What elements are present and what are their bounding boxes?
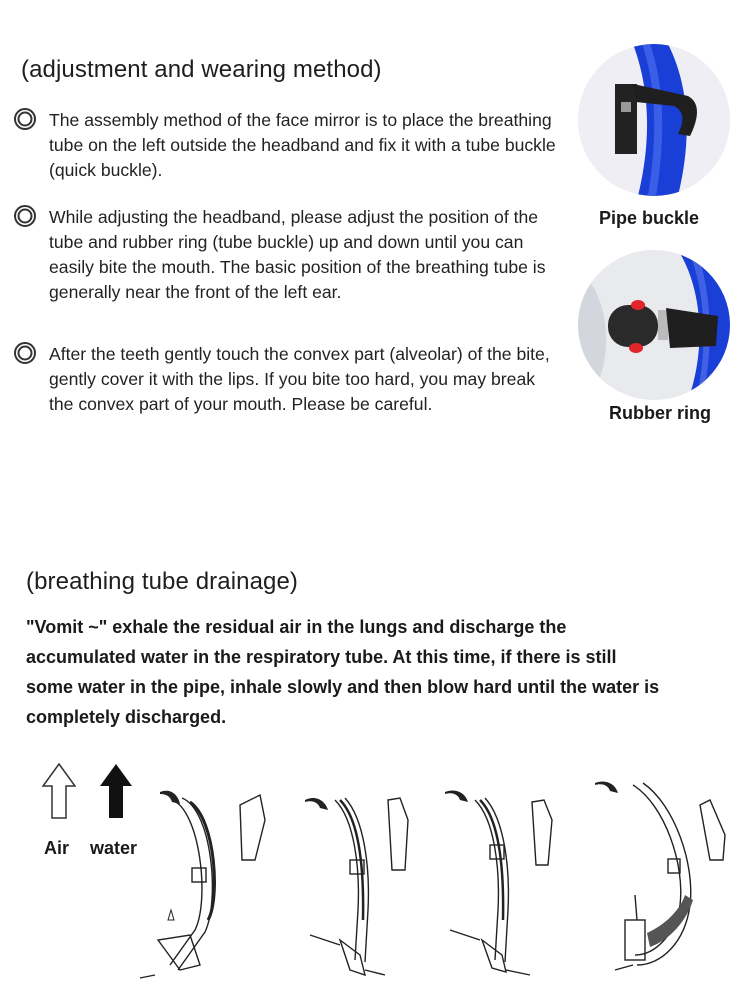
snorkel-diagram-3 bbox=[440, 780, 560, 980]
rubber-ring-photo bbox=[578, 250, 730, 400]
double-circle-icon bbox=[14, 342, 36, 364]
snorkel-diagram-1 bbox=[130, 780, 290, 985]
rubber-ring-caption: Rubber ring bbox=[609, 403, 711, 423]
instruction-text: The assembly method of the face mirror is to place the breathing tube on the left outside the headband and fix it with a tube buckle (quick buckle). bbox=[49, 110, 556, 180]
instruction-text: While adjusting the headband, please adjust the position of the tube and rubber ring (tube buckle) up and down until you can easily bite the mouth. The basic position of the breathing tube is generally near the front of the left ear. bbox=[49, 207, 546, 302]
instruction-item bbox=[14, 342, 559, 417]
rubber-ring-image bbox=[578, 250, 730, 400]
legend-air-label: Air bbox=[44, 838, 70, 858]
legend-water-label: water bbox=[90, 838, 138, 858]
drainage-instructions bbox=[26, 612, 666, 732]
double-circle-icon bbox=[14, 108, 36, 130]
snorkel-diagram-2 bbox=[300, 780, 420, 980]
solid-up-arrow-icon bbox=[99, 763, 133, 819]
pipe-buckle-photo bbox=[578, 44, 730, 196]
snorkel-diagram-4 bbox=[585, 775, 745, 985]
instruction-item bbox=[14, 108, 559, 183]
section-title-drainage: (breathing tube drainage) bbox=[26, 568, 299, 595]
hollow-up-arrow-icon bbox=[42, 763, 76, 819]
instruction-item bbox=[14, 205, 559, 305]
instruction-text: After the teeth gently touch the convex part (alveolar) of the bite, gently cover it with the lips. If you bite too hard, you may break the convex part of your mouth. Please be careful. bbox=[49, 344, 550, 414]
pipe-buckle-caption: Pipe buckle bbox=[599, 208, 700, 228]
section-title-adjustment: (adjustment and wearing method) bbox=[21, 56, 382, 83]
double-circle-icon bbox=[14, 205, 36, 227]
drainage-text: "Vomit ~" exhale the residual air in the lungs and discharge the accumulated water in the respiratory tube. At this time, if there is still some water in the pipe, inhale slowly and then blow hard until the water is completely discharged. bbox=[26, 617, 660, 727]
pipe-buckle-image bbox=[578, 44, 730, 196]
